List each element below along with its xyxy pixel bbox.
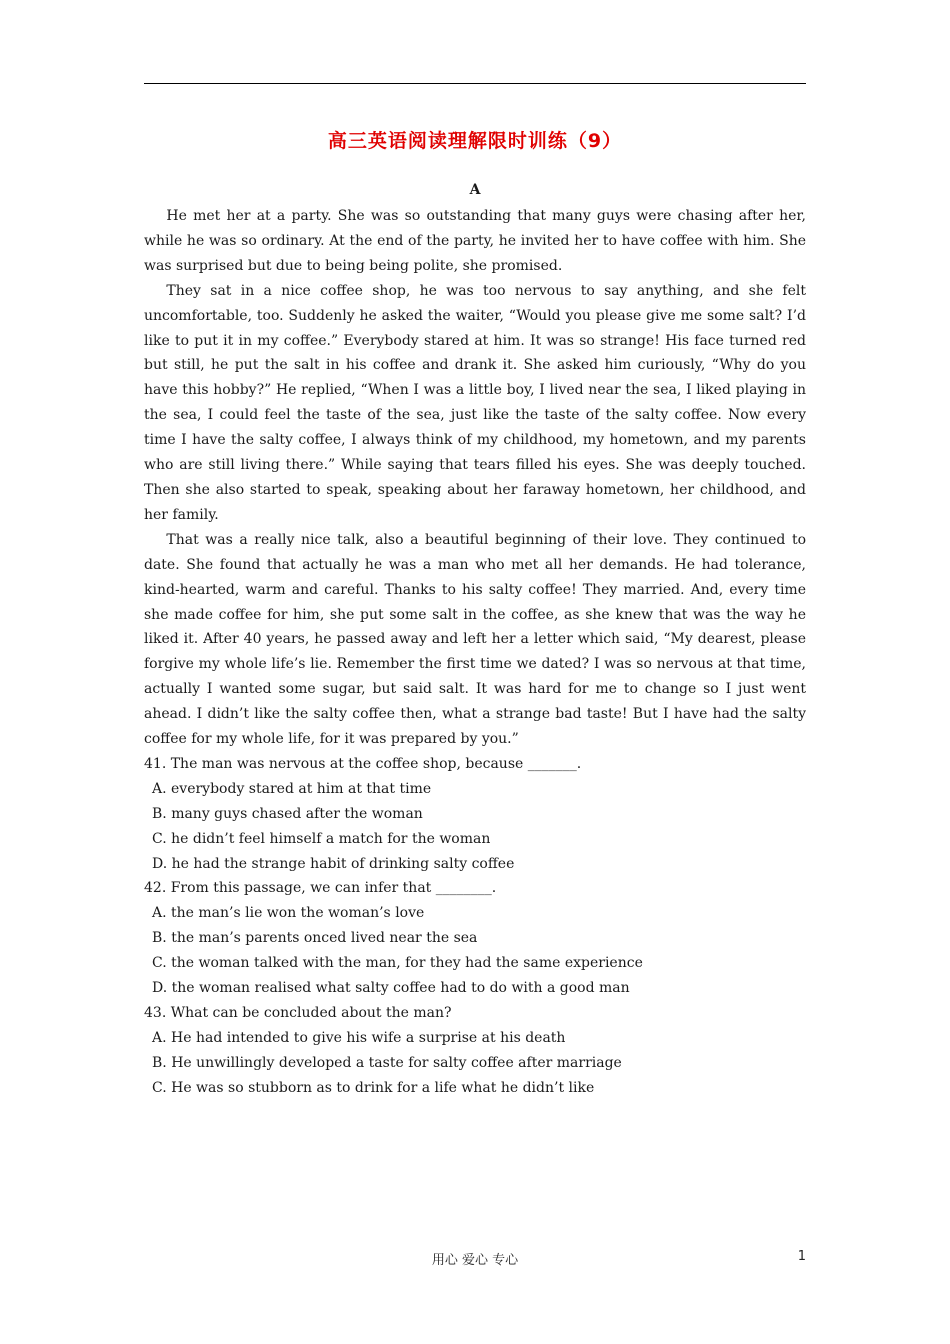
paragraph-1: He met her at a party. She was so outstanding that many guys were chasing after her, while he was so ordinary. At the end of the party, he invited her to have coffee with him. She was surprised but due to being being polite, she promised. — [144, 208, 806, 274]
question-42-option-d: D. the woman realised what salty coffee had to do with a good man — [152, 980, 630, 997]
paragraph-2: They sat in a nice coffee shop, he was too nervous to say anything, and she felt uncomfortable, too. Suddenly he asked the waiter, “Would you please give me some salt? I’d like to put it in my coffee.” Everybody stared at him. It was so strange! His face turned red but still, he put the salt in his coffee and drank it. She asked him curiously, “Why do you have this hobby?” He replied, “When I was a little boy, I lived near the sea, I liked playing in the sea, I could feel the taste of the sea, just like the taste of the salty coffee. Now every time I have the salty coffee, I always think of my childhood, my hometown, and my parents who are still living there.” While saying that tears filled his eyes. She was deeply touched. Then she also started to speak, speaking about her faraway hometown, her childhood, and her family. — [144, 282, 806, 523]
question-41-option-d: D. he had the strange habit of drinking salty coffee — [152, 855, 515, 872]
question-42-option-b: B. the man’s parents onced lived near the sea — [152, 930, 478, 947]
question-41-option-a: A. everybody stared at him at that time — [152, 780, 432, 797]
paragraph-3: That was a really nice talk, also a beautiful beginning of their love. They continued to date. She found that actually he was a man who met all her demands. He had tolerance, kind-hearted, warm and careful. Thanks to his salty coffee! They married. And, every time she made coffee for him, she put some salt in the coffee, as she knew that was the way he liked it. After 40 years, he passed away and left her a letter which said, “My dearest, please forgive my whole life’s lie. Remember the first time we dated? I was so nervous at that time, actually I wanted some sugar, but said salt. It was hard for me to change so I just went ahead. I didn’t like the salty coffee then, what a strange bad taste! But I have had the salty coffee for my whole life, for it was prepared by you.” — [144, 531, 806, 748]
question-41-option-c: C. he didn’t feel himself a match for the woman — [152, 830, 491, 847]
question-41-option-b: B. many guys chased after the woman — [152, 805, 423, 822]
question-41: 41. The man was nervous at the coffee shop, because _______. — [144, 755, 582, 772]
question-43: 43. What can be concluded about the man? — [144, 1005, 452, 1021]
question-43-option-a: A. He had intended to give his wife a surprise at his death — [152, 1029, 566, 1046]
header-rule — [144, 83, 806, 84]
question-42-option-a: A. the man’s lie won the woman’s love — [152, 905, 425, 922]
passage-content — [144, 204, 806, 1101]
question-42: 42. From this passage, we can infer that ________. — [144, 880, 497, 897]
question-42-option-c: C. the woman talked with the man, for they had the same experience — [152, 955, 643, 972]
document-title: 高三英语阅读理解限时训练（9） — [327, 130, 623, 152]
page-footer: 用心 爱心 专心 — [431, 1253, 519, 1268]
section-heading: A — [469, 182, 481, 198]
page-number: 1 — [797, 1249, 806, 1264]
question-43-option-c: C. He was so stubborn as to drink for a life what he didn’t like — [152, 1079, 595, 1096]
question-43-option-b: B. He unwillingly developed a taste for salty coffee after marriage — [152, 1054, 622, 1071]
